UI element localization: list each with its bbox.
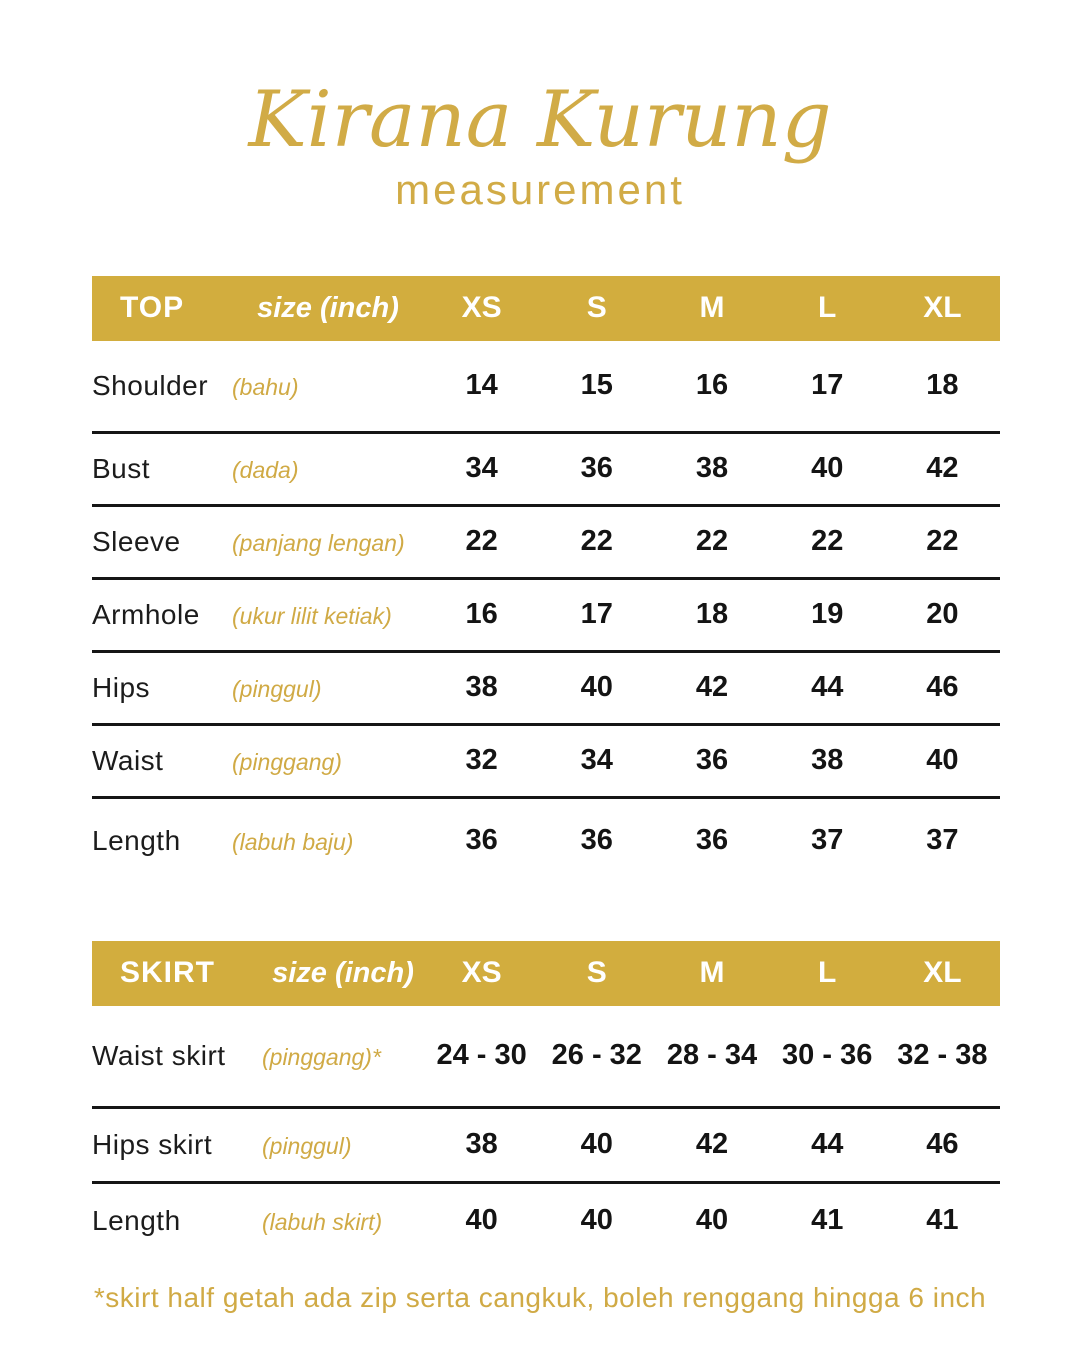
row-label: Sleeve: [92, 525, 181, 557]
row-sublabel: (pinggang): [232, 749, 342, 776]
row-sublabel: (pinggul): [232, 676, 322, 703]
value-cell: 34: [465, 452, 498, 485]
table-row-length-top: [92, 799, 1000, 883]
row-label: Bust: [92, 452, 151, 484]
value-cell: 24 - 30: [436, 1039, 527, 1072]
value-cell: 41: [926, 1204, 959, 1237]
table-row-armhole: [92, 580, 1000, 653]
value-cell: 36: [695, 824, 729, 857]
value-cell: 40: [465, 1204, 498, 1237]
row-label: Waist: [92, 744, 164, 776]
value-cell: 18: [926, 369, 959, 402]
value-cell: 17: [580, 598, 613, 631]
value-cell: 41: [811, 1204, 844, 1237]
skirt-footnote: *skirt half getah ada zip serta cangkuk, boleh renggang hingga 6 inch: [93, 1281, 987, 1313]
skirt-size-header-m: M: [699, 956, 725, 990]
skirt-table-header-band: [92, 941, 1000, 1006]
row-sublabel: (labuh baju): [232, 829, 354, 856]
row-label: Length: [92, 1204, 181, 1236]
value-cell: 44: [811, 671, 844, 704]
skirt-size-header-xl: XL: [923, 956, 962, 990]
table-row-bust: [92, 434, 1000, 507]
top-size-header-xs: XS: [461, 291, 502, 325]
row-sublabel: (panjang lengan): [232, 530, 405, 557]
top-size-header-l: L: [818, 291, 837, 325]
skirt-size-header-l: L: [818, 956, 837, 990]
top-table-header-band: [92, 276, 1000, 341]
value-cell: 32 - 38: [897, 1039, 988, 1072]
value-cell: 40: [580, 1204, 613, 1237]
table-row-shoulder: [92, 341, 1000, 434]
value-cell: 36: [580, 452, 613, 485]
row-label: Hips skirt: [92, 1128, 213, 1160]
row-sublabel: (ukur lilit ketiak): [232, 603, 392, 630]
value-cell: 22: [695, 525, 729, 558]
table-row-hips: [92, 653, 1000, 726]
value-cell: 37: [811, 824, 844, 857]
value-cell: 15: [580, 369, 613, 402]
value-cell: 42: [695, 671, 729, 704]
value-cell: 18: [695, 598, 729, 631]
value-cell: 34: [580, 744, 613, 777]
value-cell: 46: [926, 1128, 959, 1161]
value-cell: 40: [811, 452, 844, 485]
row-label: Waist skirt: [92, 1039, 226, 1071]
top-size-header-xl: XL: [923, 291, 962, 325]
value-cell: 22: [580, 525, 613, 558]
row-sublabel: (pinggul): [262, 1133, 352, 1160]
row-label: Hips: [92, 671, 151, 703]
row-sublabel: (pinggang)*: [262, 1044, 381, 1071]
table-row-hips-skirt: [92, 1109, 1000, 1184]
skirt-size-header-s: S: [586, 956, 607, 990]
value-cell: 22: [465, 525, 498, 558]
row-sublabel: (dada): [232, 457, 299, 484]
value-cell: 38: [465, 671, 498, 704]
value-cell: 17: [811, 369, 844, 402]
row-sublabel: (labuh skirt): [262, 1209, 383, 1236]
table-row-sleeve: [92, 507, 1000, 580]
value-cell: 42: [695, 1128, 729, 1161]
page-title: Kirana Kurung: [248, 75, 832, 165]
value-cell: 40: [580, 1128, 613, 1161]
value-cell: 36: [580, 824, 613, 857]
table-row-waist: [92, 726, 1000, 799]
brand-header: [0, 0, 1080, 214]
value-cell: 38: [695, 452, 729, 485]
row-sublabel: (bahu): [232, 374, 299, 401]
value-cell: 22: [811, 525, 844, 558]
value-cell: 30 - 36: [782, 1039, 873, 1072]
value-cell: 44: [811, 1128, 844, 1161]
value-cell: 20: [926, 598, 959, 631]
top-size-unit-label: size (inch): [257, 291, 399, 324]
row-label: Armhole: [92, 598, 200, 630]
skirt-table-title: SKIRT: [120, 956, 215, 990]
value-cell: 26 - 32: [551, 1039, 642, 1072]
value-cell: 37: [926, 824, 959, 857]
top-table-title: TOP: [120, 291, 185, 325]
row-label: Shoulder: [92, 369, 209, 401]
row-label: Length: [92, 824, 181, 856]
value-cell: 40: [695, 1204, 729, 1237]
top-measurement-table: [92, 276, 1000, 883]
top-size-header-s: S: [586, 291, 607, 325]
value-cell: 40: [580, 671, 613, 704]
value-cell: 19: [811, 598, 844, 631]
value-cell: 36: [465, 824, 498, 857]
value-cell: 38: [465, 1128, 498, 1161]
table-row-length-skirt: [92, 1184, 1000, 1258]
value-cell: 14: [465, 369, 498, 402]
value-cell: 22: [926, 525, 959, 558]
value-cell: 40: [926, 744, 959, 777]
page-subtitle: measurement: [395, 165, 685, 213]
value-cell: 36: [695, 744, 729, 777]
value-cell: 16: [465, 598, 498, 631]
value-cell: 42: [926, 452, 959, 485]
table-row-waist-skirt: [92, 1006, 1000, 1109]
top-size-header-m: M: [699, 291, 725, 325]
value-cell: 38: [811, 744, 844, 777]
skirt-measurement-table: [92, 941, 1000, 1258]
value-cell: 46: [926, 671, 959, 704]
skirt-size-unit-label: size (inch): [272, 956, 414, 989]
value-cell: 28 - 34: [666, 1039, 758, 1072]
skirt-size-header-xs: XS: [461, 956, 502, 990]
value-cell: 16: [695, 369, 729, 402]
value-cell: 32: [465, 744, 498, 777]
